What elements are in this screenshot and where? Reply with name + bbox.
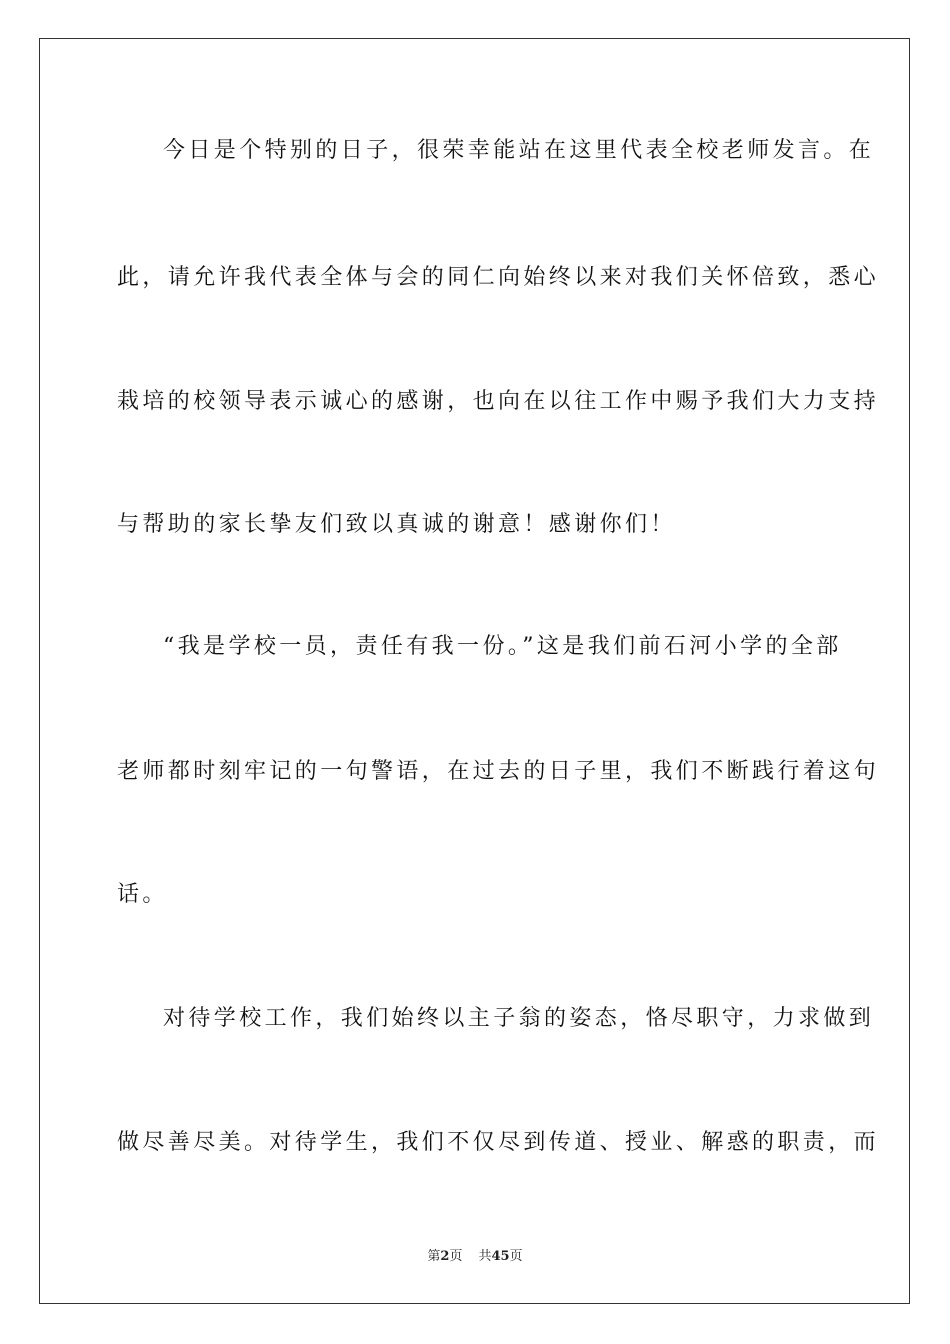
paragraph-2-line-3: 话。 [117, 882, 168, 907]
total-prefix: 共 [478, 1249, 492, 1264]
page-footer [0, 1248, 950, 1266]
paragraph-2-line-1: “我是学校一员，责任有我一份。”这是我们前石河小学的全部 [163, 634, 842, 659]
total-suffix: 页 [509, 1249, 523, 1264]
paragraph-1-line-4: 与帮助的家长挚友们致以真诚的谢意！感谢你们！ [117, 512, 676, 537]
page-number: 2 [440, 1249, 450, 1264]
paragraph-3-line-2: 做尽善尽美。对待学生，我们不仅尽到传道、授业、解惑的职责，而 [117, 1130, 880, 1155]
paragraph-1-line-3: 栽培的校领导表示诚心的感谢，也向在以往工作中赐予我们大力支持 [117, 389, 880, 414]
page-prefix: 第 [427, 1249, 441, 1264]
paragraph-2-line-2: 老师都时刻牢记的一句警语，在过去的日子里，我们不断践行着这句 [117, 759, 880, 784]
total-pages: 45 [491, 1249, 510, 1264]
paragraph-1-line-2: 此，请允许我代表全体与会的同仁向始终以来对我们关怀倍致，悉心 [117, 265, 880, 290]
paragraph-3-line-1: 对待学校工作，我们始终以主子翁的姿态，恪尽职守，力求做到 [163, 1006, 875, 1031]
paragraph-1-line-1: 今日是个特别的日子，很荣幸能站在这里代表全校老师发言。在 [163, 138, 875, 163]
page-frame [39, 38, 910, 1304]
page-suffix: 页 [449, 1249, 463, 1264]
